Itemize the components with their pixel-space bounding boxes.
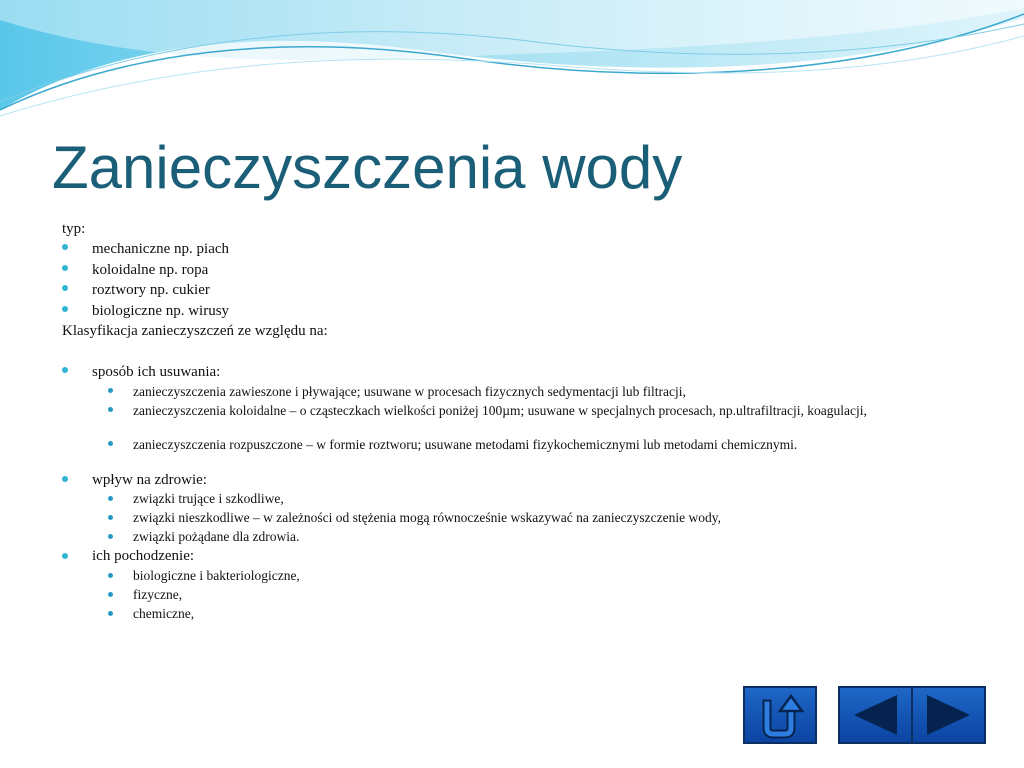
section-heading: sposób ich usuwania:: [92, 364, 221, 380]
triangle-right-icon: [913, 688, 984, 742]
return-u-turn-icon: [745, 688, 815, 742]
sub-bullet-icon: [108, 496, 113, 501]
sub-item: fizyczne,: [133, 587, 183, 602]
bullet-icon: [62, 367, 68, 373]
slide-title: Zanieczyszczenia wody: [52, 134, 683, 201]
type-item: biologiczne np. wirusy: [92, 303, 230, 319]
sub-bullet-icon: [108, 441, 113, 446]
previous-button[interactable]: [838, 686, 913, 744]
next-button[interactable]: [911, 686, 986, 744]
sub-item: zanieczyszczenia koloidalne – o cząsteczkach wielkości poniżej 100µm; usuwane w specjalnych procesach, np.ultrafiltracji, koagulacji,: [133, 403, 867, 418]
sub-item: związki trujące i szkodliwe,: [133, 491, 284, 506]
sub-item: chemiczne,: [133, 606, 195, 621]
sub-bullet-icon: [108, 534, 113, 539]
intro-label: typ:: [62, 221, 86, 237]
type-item: roztwory np. cukier: [92, 282, 210, 298]
section-heading: ich pochodzenie:: [92, 548, 195, 564]
type-item: koloidalne np. ropa: [92, 262, 209, 278]
bullet-icon: [62, 553, 68, 559]
sub-bullet-icon: [108, 515, 113, 520]
sub-bullet-icon: [108, 592, 113, 597]
sub-item: związki pożądane dla zdrowia.: [133, 529, 300, 544]
triangle-left-icon: [840, 688, 911, 742]
sub-bullet-icon: [108, 573, 113, 578]
sub-bullet-icon: [108, 611, 113, 616]
sub-item: zanieczyszczenia rozpuszczone – w formie roztworu; usuwane metodami fizykochemicznymi lub metodami chemicznymi.: [133, 437, 798, 452]
type-item: mechaniczne np. piach: [92, 241, 230, 257]
bullet-icon: [62, 285, 68, 291]
sub-item: zanieczyszczenia zawieszone i pływające; usuwane w procesach fizycznych sedymentacji lub filtracji,: [133, 384, 686, 399]
classification-heading: Klasyfikacja zanieczyszczeń ze względu na:: [62, 323, 328, 339]
sub-bullet-icon: [108, 388, 113, 393]
bullet-icon: [62, 306, 68, 312]
section-heading: wpływ na zdrowie:: [92, 472, 207, 488]
bullet-icon: [62, 244, 68, 250]
sub-bullet-icon: [108, 407, 113, 412]
bullet-icon: [62, 476, 68, 482]
sub-item: biologiczne i bakteriologiczne,: [133, 568, 300, 583]
return-button[interactable]: [743, 686, 817, 744]
sub-item: związki nieszkodliwe – w zależności od stężenia mogą równocześnie wskazywać na zanieczyszczenie wody,: [133, 510, 721, 525]
bullet-icon: [62, 265, 68, 271]
